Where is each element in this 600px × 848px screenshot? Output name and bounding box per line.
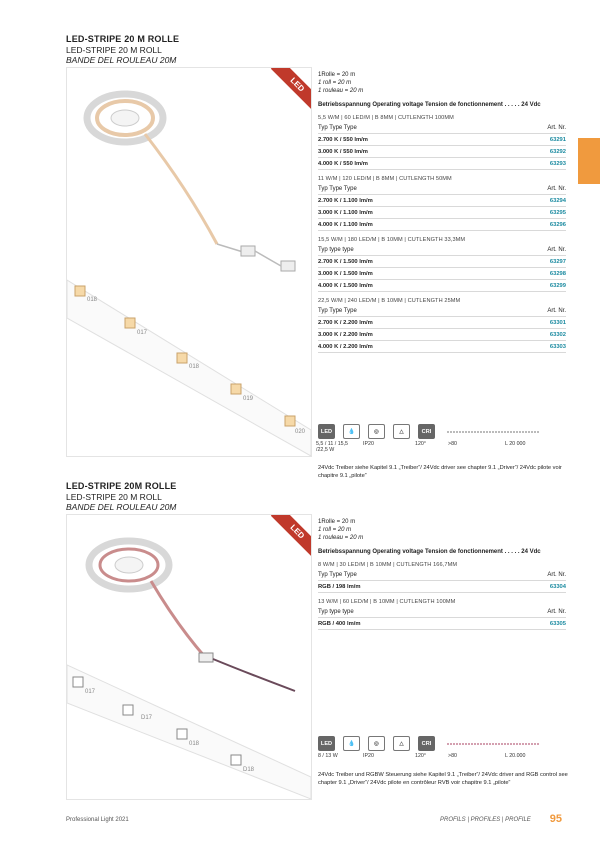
article-number-cell: 63297 xyxy=(549,258,566,265)
section1-title-en: LED-STRIPE 20 M ROLL xyxy=(66,45,162,55)
product-image-2 xyxy=(66,514,312,800)
table-header xyxy=(318,305,566,317)
spec-group-heading: 13 W/M | 60 LED/M | B 10MM | CUTLENGTH 100MM xyxy=(318,599,456,605)
watt-label: 8 / 13 W xyxy=(318,753,338,759)
ip-label: IP20 xyxy=(363,441,374,447)
watt-label: 5,5 / 11 / 15,5 /22,5 W xyxy=(316,441,349,453)
table-row xyxy=(318,618,566,630)
strip-label: 017 xyxy=(137,330,148,336)
cri-label: >80 xyxy=(448,441,457,447)
section2-title-en: LED-STRIPE 20 M ROLL xyxy=(66,492,162,502)
ip-label: IP20 xyxy=(363,753,374,759)
table-row xyxy=(318,329,566,341)
type-cell: 2.700 K / 1.500 lm/m xyxy=(318,258,373,265)
cri-label: >80 xyxy=(448,753,457,759)
article-number-cell: 63298 xyxy=(549,270,566,277)
type-cell: RGB / 400 lm/m xyxy=(318,620,361,627)
length-label: L 20 000 xyxy=(505,441,526,447)
strip-label: 018 xyxy=(189,741,200,747)
table-header xyxy=(318,183,566,195)
table-row xyxy=(318,581,566,593)
cri-icon: CRI xyxy=(418,424,435,439)
section2-title-de: LED-STRIPE 20M ROLLE xyxy=(66,481,177,491)
strip-label: 018 xyxy=(189,364,200,370)
cri-icon: CRI xyxy=(418,736,435,751)
type-cell: 2.700 K / 550 lm/m xyxy=(318,136,368,143)
article-number-cell: 63301 xyxy=(549,319,566,326)
section1-specs xyxy=(318,71,566,353)
chapter-tab xyxy=(578,138,600,184)
table-header xyxy=(318,244,566,256)
spec-group-heading: 22,5 W/M | 240 LED/M | B 10MM | CUTLENGTH 25MM xyxy=(318,298,461,304)
dimmable-icon: ◎ xyxy=(368,736,385,751)
table-header xyxy=(318,122,566,134)
driver-note-1: 24Vdc Treiber siehe Kapitel 9.1 „Treiber“/ 24Vdc driver see chapter 9.1 „Driver“/ 24Vdc pilote voir chapitre 9.1 „pilote“ xyxy=(318,465,562,479)
table-row xyxy=(318,158,566,170)
roll-line: 1Rolle = 20 m xyxy=(318,519,356,525)
spec-group xyxy=(318,114,566,170)
angle-label: 120° xyxy=(415,441,426,447)
led-icon: LED xyxy=(318,424,335,439)
product-image-1 xyxy=(66,67,312,457)
section1-title-de: LED-STRIPE 20 M ROLLE xyxy=(66,34,180,44)
spec-group xyxy=(318,297,566,353)
column-header-artnr: Art. Nr. xyxy=(547,608,566,615)
roll-line: 1 roll = 20 m xyxy=(318,80,352,86)
article-number-cell: 63293 xyxy=(549,160,566,167)
roll-line: 1 rouleau = 20 m xyxy=(318,535,364,541)
table-row xyxy=(318,268,566,280)
led-ribbon: LED xyxy=(271,67,312,111)
feature-icons-1 xyxy=(318,424,543,439)
strip-label: 018 xyxy=(87,297,98,303)
strip-length-icon xyxy=(443,425,543,439)
type-cell: 4.000 K / 1.500 lm/m xyxy=(318,282,373,289)
type-cell: 2.700 K / 2.200 lm/m xyxy=(318,319,373,326)
operating-voltage: Betriebsspannung Operating voltage Tension de fonctionnement . . . . . 24 Vdc xyxy=(318,549,541,555)
type-cell: 3.000 K / 550 lm/m xyxy=(318,148,368,155)
spec-group-heading: 8 W/M | 30 LED/M | B 10MM | CUTLENGTH 166,7MM xyxy=(318,562,458,568)
column-header-type: Typ type type xyxy=(318,246,354,253)
spec-group xyxy=(318,236,566,292)
section2-title-fr: BANDE DEL ROULEAU 20M xyxy=(66,502,177,512)
article-number-cell: 63294 xyxy=(549,197,566,204)
footer-right: PROFILS | PROFILES | PROFILE xyxy=(440,817,531,823)
column-header-artnr: Art. Nr. xyxy=(547,124,566,131)
article-number-cell: 63292 xyxy=(549,148,566,155)
rgb-strip-roll-image xyxy=(67,515,311,799)
type-cell: 4.000 K / 550 lm/m xyxy=(318,160,368,167)
roll-line: 1 rouleau = 20 m xyxy=(318,88,364,94)
type-cell: RGB / 198 lm/m xyxy=(318,583,361,590)
type-cell: 3.000 K / 1.100 lm/m xyxy=(318,209,373,216)
angle-label: 120° xyxy=(415,753,426,759)
column-header-artnr: Art. Nr. xyxy=(547,571,566,578)
beam-angle-icon: △ xyxy=(393,424,410,439)
table-row xyxy=(318,280,566,292)
type-cell: 4.000 K / 1.100 lm/m xyxy=(318,221,373,228)
ip-drop-icon: 💧 xyxy=(343,736,360,751)
feature-icons-2 xyxy=(318,736,543,751)
spec-group-heading: 5,5 W/M | 60 LED/M | B 8MM | CUTLENGTH 100MM xyxy=(318,115,454,121)
table-header xyxy=(318,606,566,618)
article-number-cell: 63305 xyxy=(549,620,566,627)
type-cell: 2.700 K / 1.100 lm/m xyxy=(318,197,373,204)
table-row xyxy=(318,134,566,146)
operating-voltage: Betriebsspannung Operating voltage Tension de fonctionnement . . . . . 24 Vdc xyxy=(318,102,541,108)
roll-line: 1Rolle = 20 m xyxy=(318,72,356,78)
column-header-artnr: Art. Nr. xyxy=(547,307,566,314)
strip-label: D17 xyxy=(141,715,153,721)
led-ribbon: LED xyxy=(271,514,312,558)
spec-group xyxy=(318,175,566,231)
table-row xyxy=(318,207,566,219)
column-header-type: Typ type type xyxy=(318,608,354,615)
roll-line: 1 roll = 20 m xyxy=(318,527,352,533)
spec-group-heading: 11 W/M | 120 LED/M | B 8MM | CUTLENGTH 50MM xyxy=(318,176,452,182)
article-number-cell: 63291 xyxy=(549,136,566,143)
table-row xyxy=(318,317,566,329)
article-number-cell: 63303 xyxy=(549,343,566,350)
article-number-cell: 63304 xyxy=(549,583,566,590)
article-number-cell: 63302 xyxy=(549,331,566,338)
article-number-cell: 63296 xyxy=(549,221,566,228)
spec-group xyxy=(318,598,566,630)
table-row xyxy=(318,256,566,268)
table-row xyxy=(318,195,566,207)
beam-angle-icon: △ xyxy=(393,736,410,751)
article-number-cell: 63295 xyxy=(549,209,566,216)
dimmable-icon: ◎ xyxy=(368,424,385,439)
footer-left: Professional Light 2021 xyxy=(66,817,129,823)
length-label: L 20.000 xyxy=(505,753,526,759)
table-row xyxy=(318,146,566,158)
led-strip-roll-image xyxy=(67,68,311,456)
table-header xyxy=(318,569,566,581)
article-number-cell: 63299 xyxy=(549,282,566,289)
table-row xyxy=(318,219,566,231)
type-cell: 3.000 K / 2.200 lm/m xyxy=(318,331,373,338)
section1-title-fr: BANDE DEL ROULEAU 20M xyxy=(66,55,177,65)
spec-group-heading: 15,5 W/M | 180 LED/M | B 10MM | CUTLENGTH 33,3MM xyxy=(318,237,466,243)
type-cell: 4.000 K / 2.200 lm/m xyxy=(318,343,373,350)
spec-group xyxy=(318,561,566,593)
column-header-type: Typ Type Type xyxy=(318,307,357,314)
section2-specs xyxy=(318,518,566,630)
column-header-artnr: Art. Nr. xyxy=(547,185,566,192)
strip-label: 017 xyxy=(85,689,96,695)
led-icon: LED xyxy=(318,736,335,751)
strip-label: D18 xyxy=(243,767,255,773)
column-header-type: Typ Type Type xyxy=(318,571,357,578)
type-cell: 3.000 K / 1.500 lm/m xyxy=(318,270,373,277)
ip-drop-icon: 💧 xyxy=(343,424,360,439)
column-header-type: Typ Type Type xyxy=(318,185,357,192)
strip-length-icon xyxy=(443,737,543,751)
strip-label: 020 xyxy=(295,429,306,435)
column-header-artnr: Art. Nr. xyxy=(547,246,566,253)
column-header-type: Typ Type Type xyxy=(318,124,357,131)
table-row xyxy=(318,341,566,353)
strip-label: 019 xyxy=(243,396,254,402)
driver-note-2: 24Vdc Treiber und RGBW Steuerung siehe Kapitel 9.1 „Treiber“/ 24Vdc driver and RGB control see chapter 9.1 „Driver“/ 24Vdc pilote en contrôleur RVB voir chapitre 9.1 „pilote“ xyxy=(318,772,568,786)
page-number: 95 xyxy=(549,813,562,825)
